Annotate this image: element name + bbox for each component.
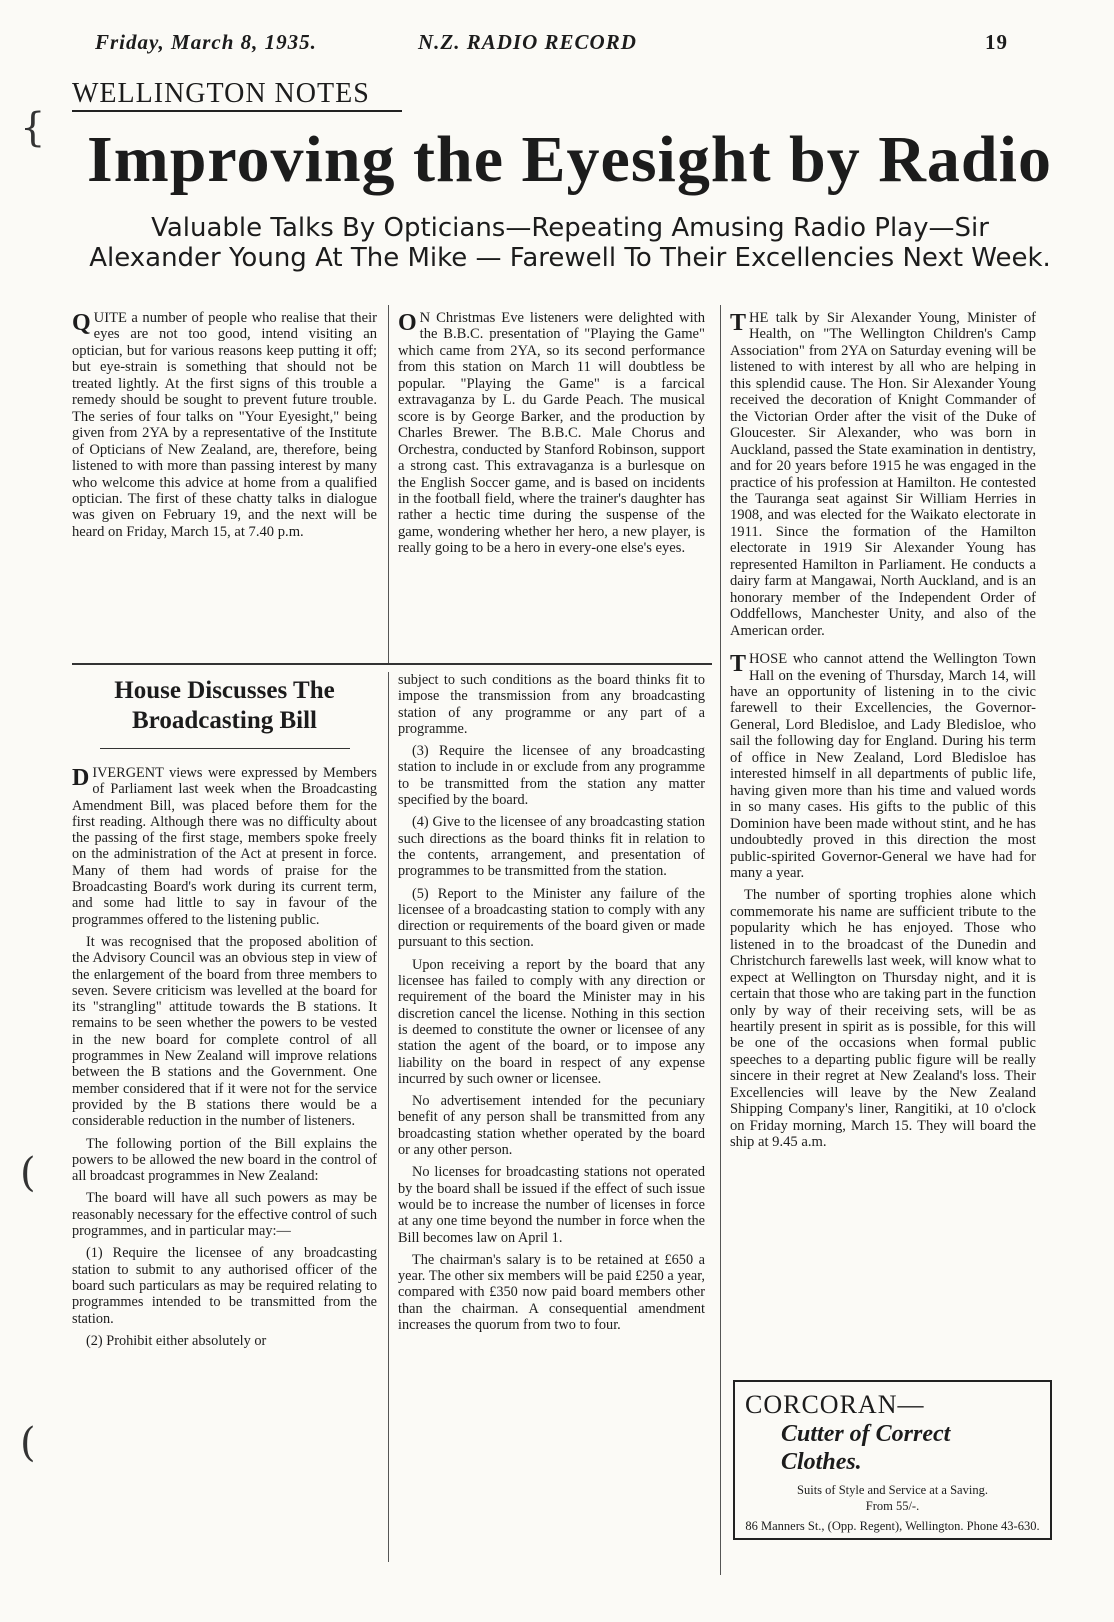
ad-tagline-2: Clothes. (781, 1449, 862, 1475)
column-rule (388, 305, 389, 665)
bill-c2p3: (4) Give to the licensee of any broadcasting station such directions as the board thinks fit in relation to the contents, arrangement, and presentation of programmes to be transmitted from the station. (398, 814, 705, 880)
column-rule (388, 672, 389, 1562)
article-playing-text: N Christmas Eve listeners were delighted with the B.B.C. presentation of "Playing the Game" which came from 2YA, so its second performance from this station on March 11 will doubtless be popular. "Playing the Game" is a farcical extravaganza by L. du Garde Peach. The musical score is by George Barker, and the production by Charles Brewer. The B.B.C. Male Chorus and Orchestra, conducted by Stanford Robinson, support a strong cast. This extravaganza is a burlesque on the English Soccer game, and is based on incidents in the football field, where the trainer's daughter has rather a hectic time during the suspense of the game, wondering whether her hero, a new player, is really going to be a hero in every-one else's eyes. (398, 310, 705, 557)
bill-c2p4: (5) Report to the Minister any failure of the licensee of a broadcasting station to comply with any direction or requirements of the board given or made pursuant to this section. (398, 885, 705, 951)
header-publication: N.Z. RADIO RECORD (418, 30, 637, 54)
bill-c2p2: (3) Require the licensee of any broadcasting station to include in or exclude from any programme to be transmitted from the station any matter specified by the board. (398, 743, 705, 809)
section-rule (72, 110, 402, 112)
bill-c2p1: subject to such conditions as the board thinks fit to impose the transmission from any broadcasting station of any programme or any part of a programme. (398, 672, 705, 737)
title-rule (100, 748, 350, 749)
article-alexander-young (730, 310, 1036, 1157)
bill-c2p7: No licenses for broadcasting stations not operated by the board shall be issued if the effect of such issue would be to increase the number of licenses in force at any one time beyond the number in force when the Bill becomes law on April 1. (398, 1164, 705, 1246)
ad-line-1: Suits of Style and Service at a Saving. (797, 1483, 988, 1497)
article-playing-the-game (398, 310, 705, 563)
page-number: 19 (985, 30, 1008, 54)
article-farewell-text-2: The number of sporting trophies alone which commemorate his name are sufficient tribute to the popularity which he has enjoyed. Those who listened in to the broadcast of the Dunedin and Christchurch farewells last week, will know what to expect at Wellington on Thursday night, and it is certain that those who are taking part in the function only by way of their receiving sets, will be as heartily present in spirit as is possible, for this will be one of the occasions when formal public speeches to a departing public figure will be really sincere in their regret at New Zealand's loss. Their Excellencies will leave by the New Zealand Shipping Company's liner, Rangitiki, at 10 o'clock on Friday morning, March 15. They will board the ship at 9.45 a.m. (730, 887, 1036, 1151)
dropcap: O (398, 310, 417, 336)
bill-p6: (2) Prohibit either absolutely or (86, 1332, 267, 1349)
ad-tagline-1: Cutter of Correct (781, 1421, 951, 1447)
bill-p2: It was recognised that the proposed abolition of the Advisory Council was an obvious step in view of the enlargement of the board from three members to seven. Severe criticism was levelled at the board for its "strangling" attitude towards the B stations. It remains to be seen whether the powers to be vested in the new board for complete control of all programmes in New Zealand will improve relations between the B stations and the Government. One member considered that if it were not for the service provided by the B stations there would be a considerable reduction in the number of listeners. (72, 933, 377, 1130)
bill-c2p6: No advertisement intended for the pecuniary benefit of any person shall be transmitted from any broadcasting station whether operated by the board or any other person. (398, 1093, 705, 1159)
corcoran-advertisement (733, 1380, 1052, 1540)
header-date: Friday, March 8, 1935. (95, 30, 317, 54)
column-rule (720, 305, 721, 1575)
bill-p5: (1) Require the licensee of any broadcasting station to submit to any authorised officer of the board such particulars as may be required relating to programmes intended to be transmitted from the station. (72, 1245, 377, 1327)
section-label: WELLINGTON NOTES (72, 78, 370, 109)
dropcap: Q (72, 310, 91, 336)
dropcap: T (730, 651, 747, 678)
ad-name: CORCORAN— (745, 1390, 925, 1419)
bill-article-col2 (398, 672, 705, 1339)
bill-c2p5: Upon receiving a report by the board that any licensee has failed to comply with any direction or requirement of the board the Minister may in his discretion cancel the license. Nothing in this section is deemed to constitute the owner or licensee of any station the agent of the board, or to impose any liability on the board in respect of any expense incurred by such owner or licensee. (398, 956, 705, 1087)
margin-bracket-mark: { (20, 105, 46, 151)
article-farewell-text: HOSE who cannot attend the Wellington Town Hall on the evening of Thursday, March 14, will have an opportunity of listening in to the civic farewell to their Excellencies, the Governor-General, Lord Bledisloe, and Lady Bledisloe, who sail the following day for England. During his term of office in New Zealand, Lord Bledisloe has interested himself in all departments of public life, having given more than his time and valued words in so many cases. His gifts to the public of this Dominion have been made without stint, and he has undoubtedly proved in this direction the most public-spirited Governor-General we have had for many a year. (730, 651, 1036, 881)
bill-p1: IVERGENT views were expressed by Members of Parliament last week when the Broadcasting Amendment Bill, was placed before them for the first reading. Although there was no difficulty about the passing of the first stage, members spoke freely on the administration of the Act at present in force. Many of them had words of praise for the Broadcasting Board's work during its current term, and some had little to say in favour of the programmes offered to the listening public. (72, 765, 377, 928)
bill-article-col1 (72, 765, 377, 1355)
bill-article-title (72, 676, 377, 736)
margin-bracket-mark: ( (20, 1420, 36, 1466)
deck: Valuable Talks By Opticians—Repeating Amusing Radio Play—Sir Alexander Young At The Mike — Farewell To Their Excellencies Next Week. (89, 213, 1051, 273)
headline: Improving the Eyesight by Radio (87, 123, 1052, 196)
bill-c2p8: The chairman's salary is to be retained at £650 a year. The other six members will be paid £250 a year, compared with £350 now paid board members other than the chairman. A consequential amendment increases the quorum from two to four. (398, 1251, 705, 1333)
bill-p3: The following portion of the Bill explains the powers to be allowed the new board in the control of all broadcast programmes in New Zealand: (72, 1135, 377, 1185)
dropcap: T (730, 310, 747, 336)
bill-title-line1: House Discusses The (114, 677, 335, 704)
dropcap: D (72, 765, 90, 791)
horizontal-rule (72, 663, 712, 665)
margin-bracket-mark: ( (20, 1150, 36, 1196)
article-young-text: HE talk by Sir Alexander Young, Minister of Health, on "The Wellington Children's Camp Association" from 2YA on Saturday evening will be listened to with interest by all who are helping in this splendid cause. The Hon. Sir Alexander Young received the decoration of Knight Commander of the Victorian Order after the visit of the Duke of Gloucester. Sir Alexander, who was born in Auckland, passed the State examination in dentistry, and for 20 years before 1915 he was engaged in the practice of his profession at Hamilton. He contested the Tauranga seat against Sir William Herries in 1908, and was elected for the Waikato electorate in 1911. Since the formation of the Hamilton electorate in 1919 Sir Alexander Young has represented Hamilton in Parliament. He conducts a dairy farm at Mangawai, North Auckland, and is an honorary member of the Independent Order of Oddfellows, Manchester Unity, and also of the American order. (730, 310, 1036, 639)
article-eyesight (72, 310, 377, 546)
bill-title-line2: Broadcasting Bill (132, 707, 317, 734)
ad-line-3: 86 Manners St., (Opp. Regent), Wellington. Phone 43-630. (745, 1519, 1040, 1533)
bill-p4: The board will have all such powers as may be reasonably necessary for the effective control of such programmes, and in particular may:— (72, 1190, 378, 1240)
article-eyesight-text: UITE a number of people who realise that their eyes are not too good, intend visiting an optician, but for various reasons keep putting it off; but eye-strain is something that should not be treated lightly. At the first signs of this trouble a remedy should be sought to prevent future trouble. The series of four talks on "Your Eyesight," being given from 2YA by a representative of the Institute of Opticians of New Zealand, are, therefore, being listened to with more than passing interest by many who welcome this advice at home from a qualified optician. The first of these chatty talks in dialogue was given on February 19, and the next will be heard on Friday, March 15, at 7.40 p.m. (72, 310, 377, 540)
ad-line-2: From 55/-. (865, 1499, 920, 1513)
